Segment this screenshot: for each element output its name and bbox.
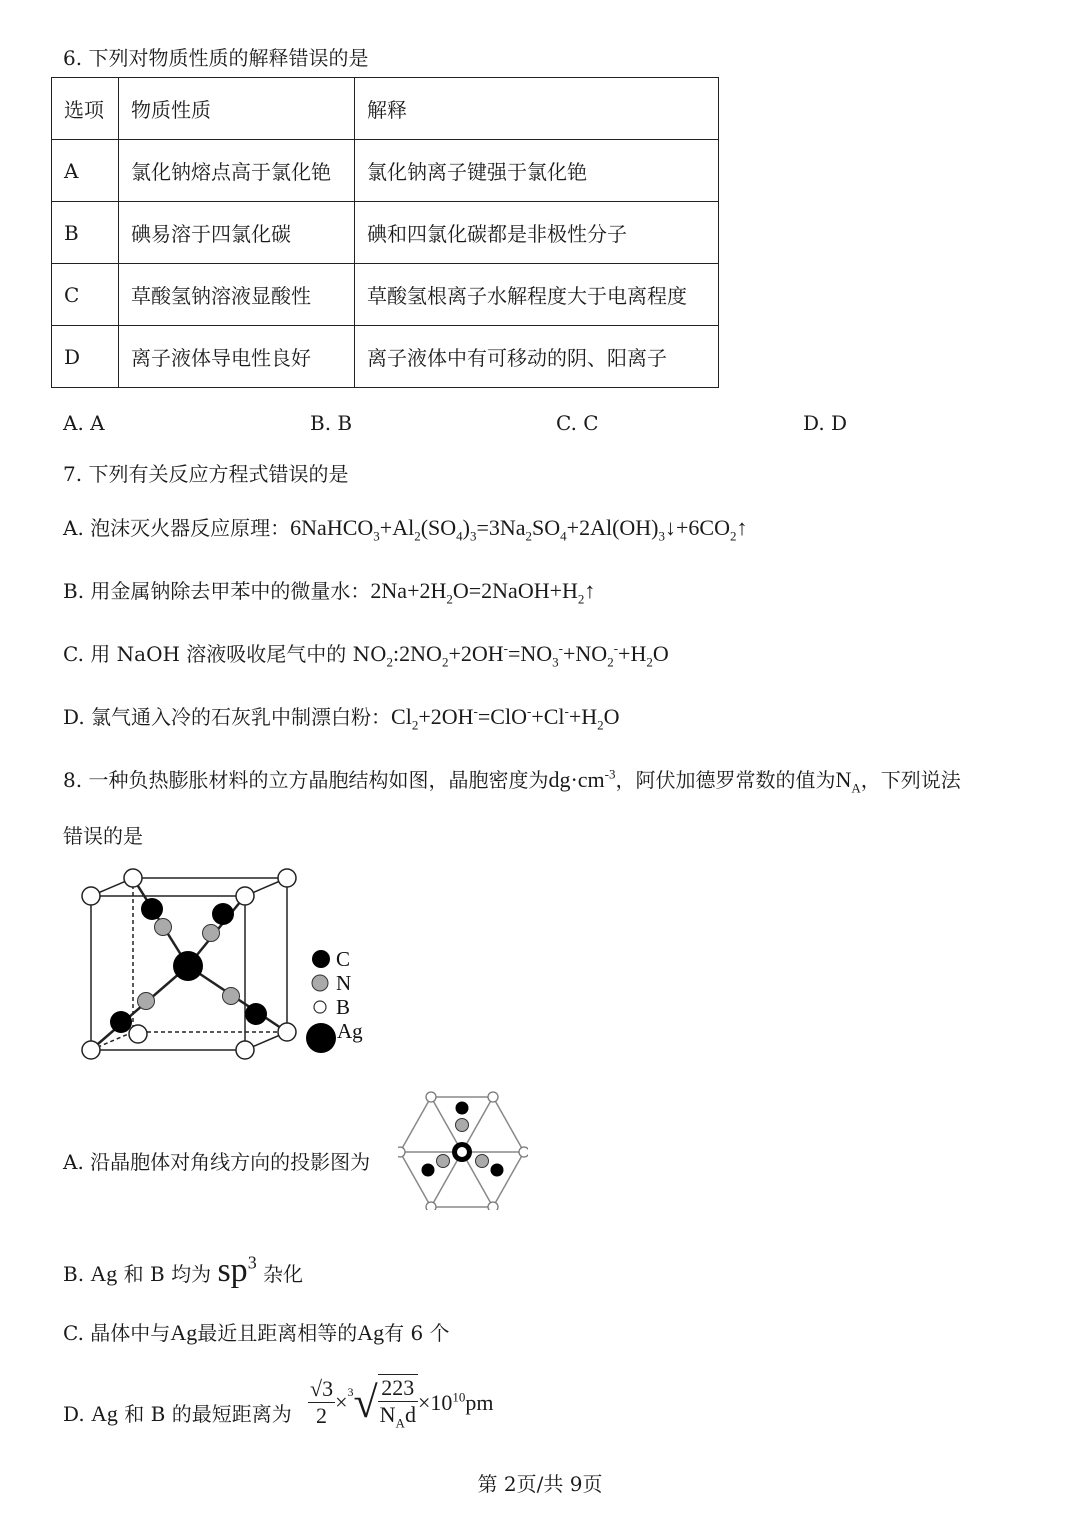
header-cell: 物质性质: [119, 78, 355, 140]
q6-options-table: [51, 77, 719, 388]
option-a-label: A. 泡沫灭火器反应原理：: [63, 516, 291, 540]
option-d-label: D. 氯气通入冷的石灰乳中制漂白粉：: [63, 705, 392, 729]
table-cell: C: [52, 264, 119, 326]
option-d-label: D.: [63, 1402, 85, 1426]
q8-option-a[interactable]: A. 沿晶胞体对角线方向的投影图为: [63, 1150, 371, 1174]
choice-b[interactable]: B. B: [310, 411, 353, 435]
option-c-text: 最近且距离相等的: [197, 1321, 358, 1345]
choice-c[interactable]: C. C: [556, 411, 599, 435]
page-footer: 第 2页/共 9页: [477, 1472, 603, 1496]
option-b-label: B.: [63, 1262, 85, 1286]
q8-option-b[interactable]: [63, 1252, 303, 1290]
option-c-end: 有 6 个: [384, 1321, 450, 1345]
legend-n-marker: [312, 975, 328, 991]
equation-d: $Cl_2+2OH^-=ClO^-+Cl^-+H_2O$: [391, 703, 620, 733]
ag-symbol: Ag: [357, 1320, 385, 1345]
q8-option-d[interactable]: [63, 1398, 292, 1427]
table-row: [52, 264, 719, 326]
table-cell: 草酸氢根离子水解程度大于电离程度: [355, 264, 719, 326]
ag-symbol: Ag: [90, 1261, 118, 1286]
legend-b-marker: [314, 1001, 326, 1013]
sqrt3-over-2: $\frac{√3}{2}$: [310, 1376, 334, 1429]
option-c-label: C. 用 NaOH 溶液吸收尾气中的 NO: [63, 642, 387, 666]
header-cell: 解释: [355, 78, 719, 140]
table-header-row: [52, 78, 719, 140]
q7-option-d[interactable]: [63, 701, 620, 733]
table-cell: D: [52, 326, 119, 388]
table-row: [52, 326, 719, 388]
table-cell: 离子液体中有可移动的阴、阳离子: [355, 326, 719, 388]
header-cell: 选项: [52, 78, 119, 140]
table-row: [52, 202, 719, 264]
table-cell: 氯化钠离子键强于氯化铯: [355, 140, 719, 202]
cube-root-fraction: $\frac{223}{N_Ad}$: [379, 1375, 416, 1431]
crystal-cell-diagram: [75, 862, 375, 1074]
choice-a[interactable]: A. A: [63, 411, 105, 435]
option-b-end: 杂化: [263, 1262, 304, 1286]
table-cell: B: [52, 202, 119, 264]
density-unit: $dg\cdot cm^{-3}$: [548, 766, 616, 792]
q7-stem: 7. 下列有关反应方程式错误的是: [63, 462, 349, 486]
q7-option-c[interactable]: [63, 638, 669, 670]
ag-symbol: Ag: [91, 1401, 118, 1426]
equation-a: $6NaHCO_3+Al_2(SO_4)_3=3Na_2SO_4+2Al(OH)_3↓+6CO_2↑$: [290, 515, 748, 544]
option-c-label: C. 晶体中与: [63, 1321, 171, 1345]
table-cell: A: [52, 140, 119, 202]
table-cell: 离子液体导电性良好: [119, 326, 355, 388]
table-row: [52, 140, 719, 202]
q8-stem-part2: ，阿伏加德罗常数的值为: [615, 768, 836, 792]
legend-c-label: C: [336, 947, 351, 971]
avogadro-symbol: $N_A$: [835, 767, 861, 796]
q8-stem-part1: 8. 一种负热膨胀材料的立方晶胞结构如图，晶胞密度为: [63, 768, 549, 792]
q7-option-b[interactable]: [63, 575, 595, 607]
legend-b-label: B: [336, 995, 351, 1019]
table-cell: 草酸氢钠溶液显酸性: [119, 264, 355, 326]
legend-ag-marker: [306, 1023, 336, 1053]
legend-n-label: N: [336, 971, 352, 995]
q7-option-a[interactable]: [63, 512, 747, 544]
legend-ag-label: Ag: [337, 1019, 363, 1043]
legend-c-marker: [312, 950, 330, 968]
ag-symbol: Ag: [170, 1320, 198, 1345]
table-cell: 氯化钠熔点高于氯化铯: [119, 140, 355, 202]
q8-stem-line1: [63, 764, 961, 796]
projection-diagram: [398, 1090, 528, 1210]
q8-option-c[interactable]: [63, 1317, 450, 1346]
option-b-text: 和 B 均为: [123, 1262, 212, 1286]
equation-b: $2Na+2H_2O=2NaOH+H_2↑$: [370, 578, 596, 607]
choice-d[interactable]: D. D: [803, 411, 848, 435]
table-cell: 碘易溶于四氯化碳: [119, 202, 355, 264]
q8-stem-line2: 错误的是: [63, 824, 143, 848]
option-b-label: B. 用金属钠除去甲苯中的微量水：: [63, 579, 371, 603]
option-d-text: 和 B 的最短距离为: [124, 1402, 292, 1426]
q6-stem: 6. 下列对物质性质的解释错误的是: [63, 46, 369, 70]
distance-formula: $\frac{√3}{2}$ ×$^3$√ $\frac{223}{N_Ad}$ $\times 10^{10}pm$: [310, 1375, 494, 1431]
hybridization-symbol: $sp^3$: [217, 1252, 257, 1289]
q8-stem-part3: ，下列说法: [860, 768, 961, 792]
equation-c: $_2:2NO_2+2OH^-=NO_3^-+NO_2^-+H_2O$: [386, 640, 669, 670]
table-cell: 碘和四氯化碳都是非极性分子: [355, 202, 719, 264]
